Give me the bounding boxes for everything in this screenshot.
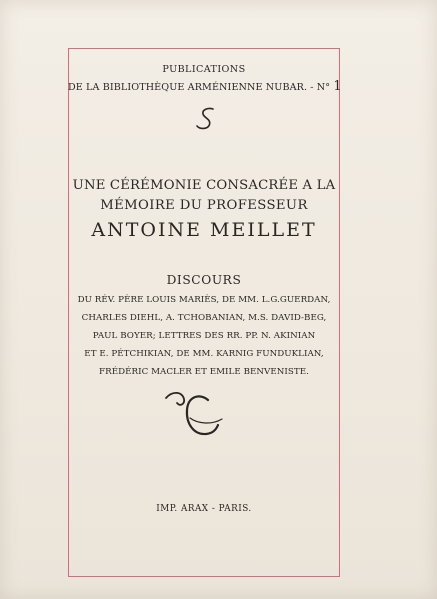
discours-heading: DISCOURS (166, 273, 242, 287)
discours-line: PAUL BOYER; LETTRES DES RR. PP. N. AKINIAN (92, 331, 316, 341)
title-line-1: UNE CÉRÉMONIE CONSACRÉE A LA (72, 178, 336, 193)
discours-line: FRÉDÉRIC MACLER ET EMILE BENVENISTE. (99, 367, 309, 377)
publication-library-line (68, 79, 340, 94)
discours-line: CHARLES DIEHL, A. TCHOBANIAN, M.S. DAVID-BEG, (81, 313, 327, 323)
publication-series-label: PUBLICATIONS (162, 64, 246, 75)
discours-line: DU RÉV. PÈRE LOUIS MARIÈS, DE MM. L.G.GUERDAN, (77, 295, 331, 305)
printer-imprint: IMP. ARAX - PARIS. (156, 504, 252, 514)
discours-line: ET E. PÉTCHIKIAN, DE MM. KARNIG FUNDUKLIAN, (84, 349, 324, 359)
publication-library-text: DE LA BIBLIOTHÈQUE ARMÉNIENNE NUBAR. - N° (68, 82, 331, 93)
title-line-2: MÉMOIRE DU PROFESSEUR (100, 198, 308, 213)
title-name: ANTOINE MEILLET (91, 219, 317, 241)
c-swash-ornament (160, 388, 230, 442)
s-swash-ornament (191, 106, 221, 132)
publication-number: 1 (333, 79, 342, 94)
